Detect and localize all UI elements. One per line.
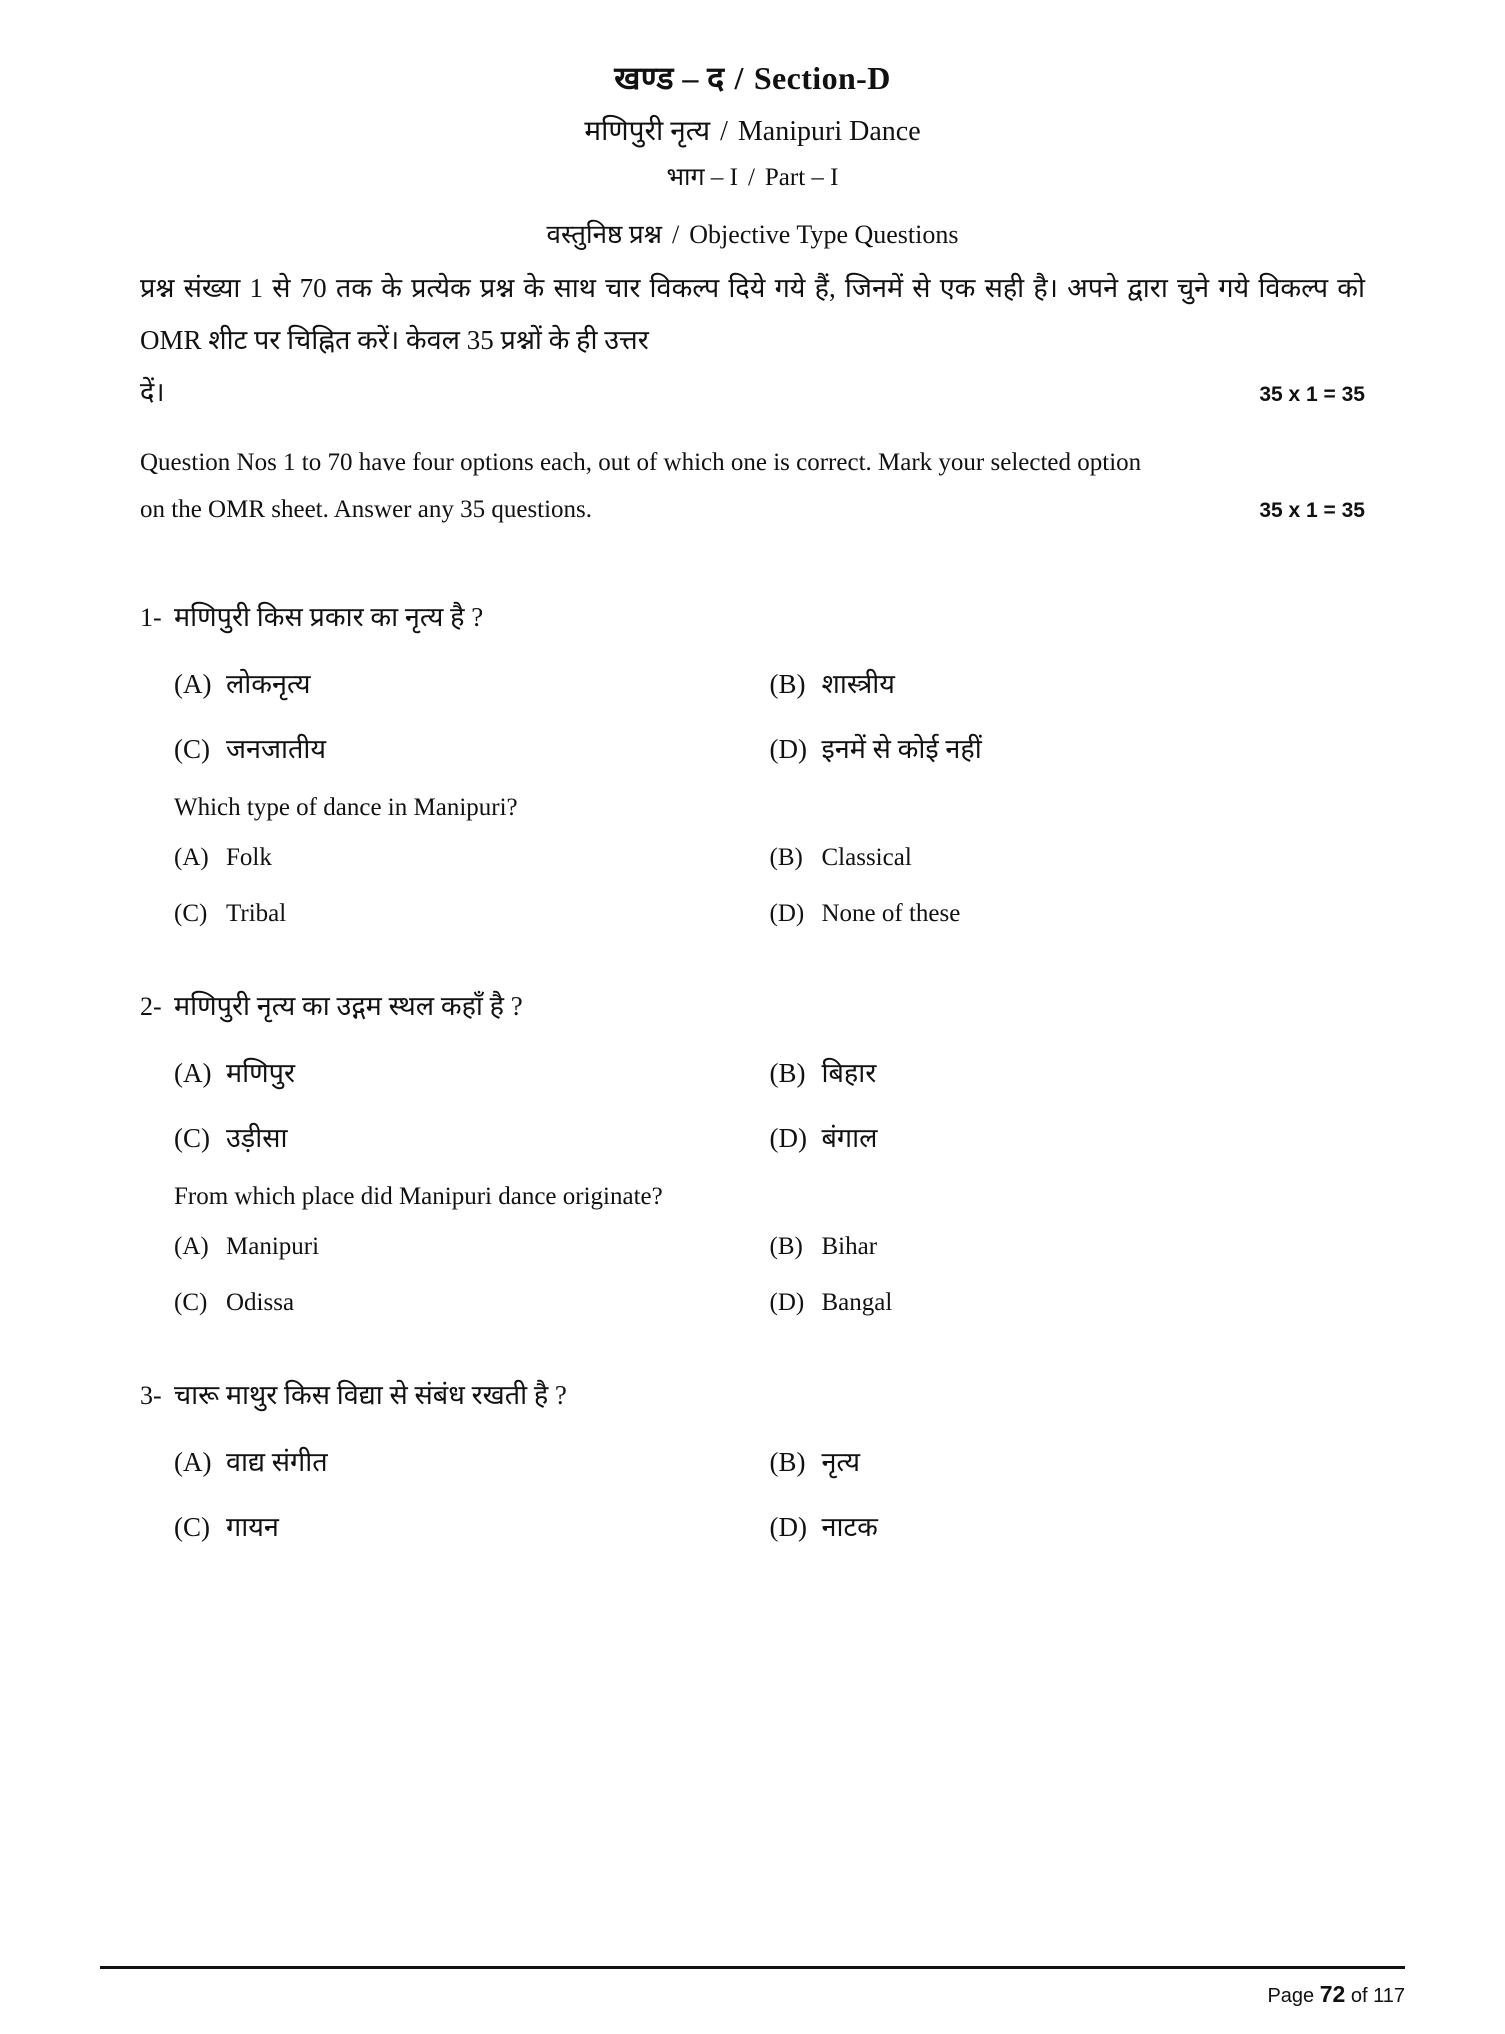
option-text: लोकनृत्य xyxy=(226,668,311,699)
option-row xyxy=(140,1118,1365,1155)
option-label: (B) xyxy=(769,668,806,699)
question-item xyxy=(140,597,1365,928)
option-text: बंगाल xyxy=(821,1122,878,1153)
option-label: (A) xyxy=(174,843,209,871)
option-c-hindi[interactable] xyxy=(174,729,770,766)
instructions-hindi xyxy=(140,263,1365,418)
option-row xyxy=(140,729,1365,766)
option-label: (C) xyxy=(174,1122,210,1153)
question-item xyxy=(140,1375,1365,1544)
option-c-hindi[interactable] xyxy=(174,1118,770,1155)
option-label: (C) xyxy=(174,1511,210,1542)
page-number: 72 xyxy=(1319,1981,1346,2007)
marks-hindi: 35 x 1 = 35 xyxy=(1259,382,1365,406)
part-heading xyxy=(140,159,1365,193)
option-text: इनमें से कोई नहीं xyxy=(821,733,982,764)
option-label: (B) xyxy=(769,1232,803,1260)
heading-separator: / xyxy=(734,60,744,96)
instructions-english-lastline xyxy=(140,487,1365,533)
instructions-hindi-body: प्रश्न संख्या 1 से 70 तक के प्रत्येक प्रश्न के साथ चार विकल्प दिये गये हैं, जिनमें से एक सही है। अपने द्वारा चुने गये विकल्प को OMR शीट पर चिह्नित करें। केवल 35 प्रश्नों के ही उत्तर xyxy=(140,273,1365,355)
instructions-english xyxy=(140,440,1365,533)
option-text: Tribal xyxy=(226,899,287,927)
option-row xyxy=(140,1053,1365,1090)
option-text: Bangal xyxy=(821,1288,893,1316)
option-row xyxy=(140,664,1365,701)
question-stem-hindi xyxy=(140,1375,1365,1412)
option-c-english[interactable] xyxy=(174,900,770,928)
question-stem-hindi xyxy=(140,597,1365,634)
option-row xyxy=(140,900,1365,928)
question-text-english: From which place did Manipuri dance originate? xyxy=(174,1182,663,1210)
option-text: शास्त्रीय xyxy=(821,668,895,699)
part-separator: / xyxy=(747,164,755,191)
type-separator: / xyxy=(672,220,680,249)
option-label: (A) xyxy=(174,1057,212,1088)
option-label: (D) xyxy=(769,1511,807,1542)
option-label: (B) xyxy=(769,1057,806,1088)
option-text: बिहार xyxy=(821,1057,877,1088)
instructions-english-body: Question Nos 1 to 70 have four options each, out of which one is correct. Mark your selected option xyxy=(140,449,1142,477)
option-text: वाद्य संगीत xyxy=(226,1446,328,1477)
option-b-english[interactable] xyxy=(770,1233,1366,1261)
question-number: 3- xyxy=(140,1380,162,1410)
option-text: Manipuri xyxy=(226,1232,320,1260)
questions-list xyxy=(140,597,1365,1544)
option-text: Folk xyxy=(226,843,272,871)
page-label-before: Page xyxy=(1267,1985,1315,2007)
question-item xyxy=(140,986,1365,1317)
option-text: Odissa xyxy=(226,1288,295,1316)
option-row xyxy=(140,1442,1365,1479)
option-text: उड़ीसा xyxy=(226,1122,288,1153)
question-type-hindi: वस्तुनिष्ठ प्रश्न xyxy=(546,220,663,249)
option-text: नृत्य xyxy=(821,1446,860,1477)
option-a-hindi[interactable] xyxy=(174,1053,770,1090)
subject-heading-hindi: मणिपुरी नृत्य xyxy=(584,116,711,147)
option-row xyxy=(140,1289,1365,1317)
section-heading xyxy=(140,56,1365,99)
question-type-heading xyxy=(140,215,1365,251)
option-label: (D) xyxy=(769,899,805,927)
option-label: (A) xyxy=(174,668,212,699)
instructions-hindi-lastline xyxy=(140,367,1365,419)
option-d-english[interactable] xyxy=(770,900,1366,928)
option-text: नाटक xyxy=(821,1511,878,1542)
option-row xyxy=(140,844,1365,872)
option-b-hindi[interactable] xyxy=(770,1442,1366,1479)
option-d-hindi[interactable] xyxy=(770,1507,1366,1544)
question-stem-hindi xyxy=(140,986,1365,1023)
page-indicator xyxy=(100,1981,1405,2008)
page-header xyxy=(140,0,1365,251)
part-heading-hindi: भाग – I xyxy=(666,164,738,191)
option-label: (C) xyxy=(174,733,210,764)
option-text: Bihar xyxy=(821,1232,878,1260)
footer-divider xyxy=(100,1966,1405,1969)
instructions-hindi-tail: दें। xyxy=(140,376,165,407)
option-a-english[interactable] xyxy=(174,1233,770,1261)
option-text: जनजातीय xyxy=(226,733,327,764)
question-type-english: Objective Type Questions xyxy=(689,220,959,249)
option-label: (A) xyxy=(174,1232,209,1260)
subject-heading-english: Manipuri Dance xyxy=(737,116,921,147)
option-label: (B) xyxy=(769,1446,806,1477)
option-text: गायन xyxy=(226,1511,279,1542)
option-label: (B) xyxy=(769,843,803,871)
option-a-hindi[interactable] xyxy=(174,664,770,701)
option-d-hindi[interactable] xyxy=(770,1118,1366,1155)
question-text-hindi: मणिपुरी नृत्य का उद्गम स्थल कहाँ है ? xyxy=(174,990,523,1021)
option-b-english[interactable] xyxy=(770,844,1366,872)
option-label: (A) xyxy=(174,1446,212,1477)
marks-english: 35 x 1 = 35 xyxy=(1259,498,1365,522)
option-label: (D) xyxy=(769,1122,807,1153)
option-row xyxy=(140,1507,1365,1544)
option-b-hindi[interactable] xyxy=(770,1053,1366,1090)
question-number: 1- xyxy=(140,602,162,632)
option-label: (C) xyxy=(174,1288,208,1316)
option-label: (D) xyxy=(769,1288,805,1316)
question-number: 2- xyxy=(140,991,162,1021)
page-content xyxy=(140,0,1365,1602)
page-footer xyxy=(100,1966,1405,2008)
option-text: None of these xyxy=(821,899,961,927)
question-text-hindi: चारू माथुर किस विद्या से संबंध रखती है ? xyxy=(174,1379,567,1410)
option-d-hindi[interactable] xyxy=(770,729,1366,766)
option-text: मणिपुर xyxy=(226,1057,296,1088)
option-text: Classical xyxy=(821,843,912,871)
option-c-english[interactable] xyxy=(174,1289,770,1317)
instructions-english-tail: on the OMR sheet. Answer any 35 questions. xyxy=(140,495,593,523)
section-heading-english: Section-D xyxy=(753,60,891,96)
option-label: (D) xyxy=(769,733,807,764)
option-a-english[interactable] xyxy=(174,844,770,872)
question-text-hindi: मणिपुरी किस प्रकार का नृत्य है ? xyxy=(174,601,484,632)
option-c-hindi[interactable] xyxy=(174,1507,770,1544)
subject-heading xyxy=(140,111,1365,149)
question-text-english: Which type of dance in Manipuri? xyxy=(174,793,518,821)
option-b-hindi[interactable] xyxy=(770,664,1366,701)
subject-separator: / xyxy=(720,116,728,147)
part-heading-english: Part – I xyxy=(764,164,839,191)
option-a-hindi[interactable] xyxy=(174,1442,770,1479)
option-d-english[interactable] xyxy=(770,1289,1366,1317)
page-label-after: of 117 xyxy=(1350,1985,1405,2007)
option-label: (C) xyxy=(174,899,208,927)
option-row xyxy=(140,1233,1365,1261)
section-heading-hindi: खण्ड – द xyxy=(614,60,725,96)
